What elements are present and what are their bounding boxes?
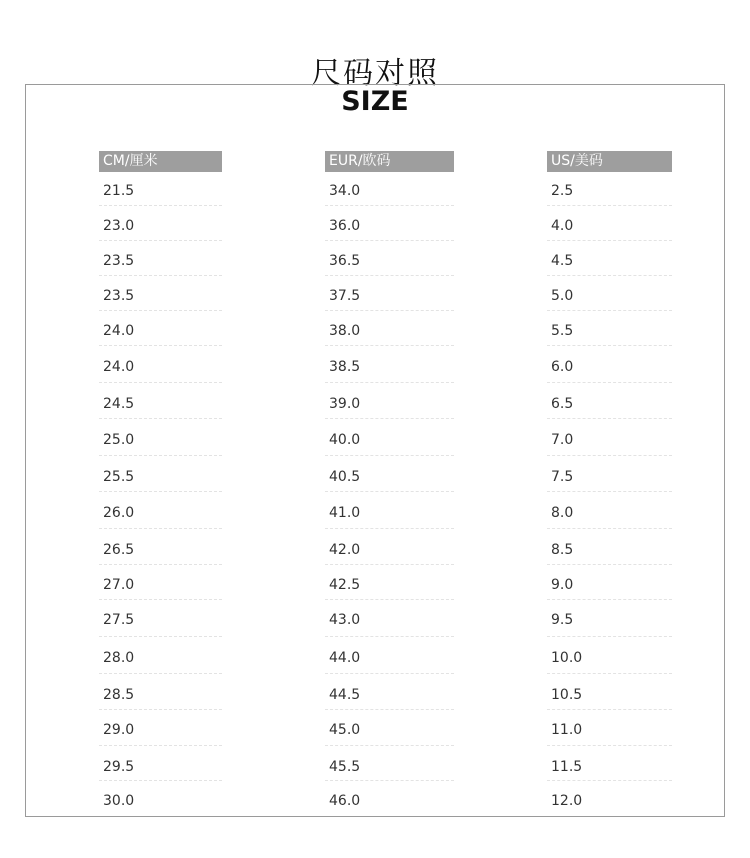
- size-cell: 29.5: [103, 759, 135, 775]
- row-divider: [547, 636, 672, 637]
- size-cell: 27.5: [103, 612, 135, 628]
- row-divider: [325, 382, 454, 383]
- column-us: [547, 151, 672, 809]
- column-eur: [325, 151, 454, 809]
- size-cell: 45.0: [329, 722, 361, 738]
- row-divider: [99, 310, 222, 311]
- size-cell: 38.0: [329, 323, 361, 339]
- size-cell: 34.0: [329, 183, 361, 199]
- size-cell: 40.5: [329, 469, 361, 485]
- row-divider: [547, 745, 672, 746]
- row-divider: [325, 345, 454, 346]
- size-cell: 39.0: [329, 396, 361, 412]
- row-divider: [325, 599, 454, 600]
- row-divider: [325, 310, 454, 311]
- size-cell: 46.0: [329, 793, 361, 809]
- size-cell: 4.5: [551, 253, 574, 269]
- column-header-eur: EUR/欧码: [325, 151, 454, 172]
- size-cell: 4.0: [551, 218, 574, 234]
- size-cell: 24.5: [103, 396, 135, 412]
- size-cell: 6.5: [551, 396, 574, 412]
- size-cell: 36.5: [329, 253, 361, 269]
- size-cell: 9.5: [551, 612, 574, 628]
- size-cell: 44.0: [329, 650, 361, 666]
- size-chart-title-en: SIZE: [341, 86, 409, 117]
- row-divider: [99, 382, 222, 383]
- size-cell: 24.0: [103, 323, 135, 339]
- row-divider: [325, 205, 454, 206]
- row-divider: [99, 240, 222, 241]
- size-cell: 26.0: [103, 505, 135, 521]
- row-divider: [99, 636, 222, 637]
- row-divider: [99, 673, 222, 674]
- row-divider: [547, 240, 672, 241]
- size-cell: 45.5: [329, 759, 361, 775]
- size-cell: 25.5: [103, 469, 135, 485]
- row-divider: [325, 528, 454, 529]
- size-cell: 23.5: [103, 253, 135, 269]
- row-divider: [547, 345, 672, 346]
- size-cell: 25.0: [103, 432, 135, 448]
- row-divider: [325, 240, 454, 241]
- row-divider: [325, 745, 454, 746]
- size-cell: 21.5: [103, 183, 135, 199]
- size-cell: 11.5: [551, 759, 583, 775]
- size-cell: 29.0: [103, 722, 135, 738]
- row-divider: [547, 709, 672, 710]
- size-cell: 10.0: [551, 650, 583, 666]
- size-cell: 8.0: [551, 505, 574, 521]
- row-divider: [547, 780, 672, 781]
- size-chart-title-cn: 尺码对照: [311, 56, 439, 91]
- size-cell: 26.5: [103, 542, 135, 558]
- row-divider: [547, 564, 672, 565]
- row-divider: [325, 564, 454, 565]
- row-divider: [325, 491, 454, 492]
- size-cell: 11.0: [551, 722, 583, 738]
- column-header-us: US/美码: [547, 151, 672, 172]
- size-cell: 28.0: [103, 650, 135, 666]
- row-divider: [99, 418, 222, 419]
- size-cell: 12.0: [551, 793, 583, 809]
- row-divider: [547, 455, 672, 456]
- row-divider: [547, 310, 672, 311]
- row-divider: [99, 709, 222, 710]
- size-cell: 40.0: [329, 432, 361, 448]
- column-header-cm: CM/厘米: [99, 151, 222, 172]
- size-cell: 7.5: [551, 469, 574, 485]
- row-divider: [99, 455, 222, 456]
- size-cell: 37.5: [329, 288, 361, 304]
- size-cell: 6.0: [551, 359, 574, 375]
- size-cell: 23.5: [103, 288, 135, 304]
- size-cell: 8.5: [551, 542, 574, 558]
- size-cell: 2.5: [551, 183, 574, 199]
- row-divider: [547, 673, 672, 674]
- size-cell: 38.5: [329, 359, 361, 375]
- row-divider: [99, 780, 222, 781]
- row-divider: [325, 455, 454, 456]
- size-cell: 5.5: [551, 323, 574, 339]
- row-divider: [99, 491, 222, 492]
- row-divider: [325, 673, 454, 674]
- row-divider: [99, 745, 222, 746]
- size-cell: 44.5: [329, 687, 361, 703]
- size-cell: 23.0: [103, 218, 135, 234]
- size-cell: 42.0: [329, 542, 361, 558]
- size-cell: 7.0: [551, 432, 574, 448]
- row-divider: [325, 709, 454, 710]
- size-cell: 42.5: [329, 577, 361, 593]
- row-divider: [547, 205, 672, 206]
- row-divider: [99, 599, 222, 600]
- size-cell: 27.0: [103, 577, 135, 593]
- row-divider: [547, 418, 672, 419]
- size-cell: 5.0: [551, 288, 574, 304]
- size-cell: 43.0: [329, 612, 361, 628]
- row-divider: [547, 275, 672, 276]
- size-cell: 24.0: [103, 359, 135, 375]
- row-divider: [325, 418, 454, 419]
- row-divider: [99, 564, 222, 565]
- size-cell: 28.5: [103, 687, 135, 703]
- size-cell: 9.0: [551, 577, 574, 593]
- size-cell: 36.0: [329, 218, 361, 234]
- row-divider: [325, 275, 454, 276]
- size-cell: 30.0: [103, 793, 135, 809]
- row-divider: [325, 636, 454, 637]
- row-divider: [99, 528, 222, 529]
- size-cell: 41.0: [329, 505, 361, 521]
- row-divider: [547, 599, 672, 600]
- row-divider: [547, 382, 672, 383]
- column-cm: [99, 151, 222, 809]
- row-divider: [99, 275, 222, 276]
- size-cell: 10.5: [551, 687, 583, 703]
- row-divider: [99, 205, 222, 206]
- row-divider: [325, 780, 454, 781]
- row-divider: [547, 528, 672, 529]
- row-divider: [547, 491, 672, 492]
- row-divider: [99, 345, 222, 346]
